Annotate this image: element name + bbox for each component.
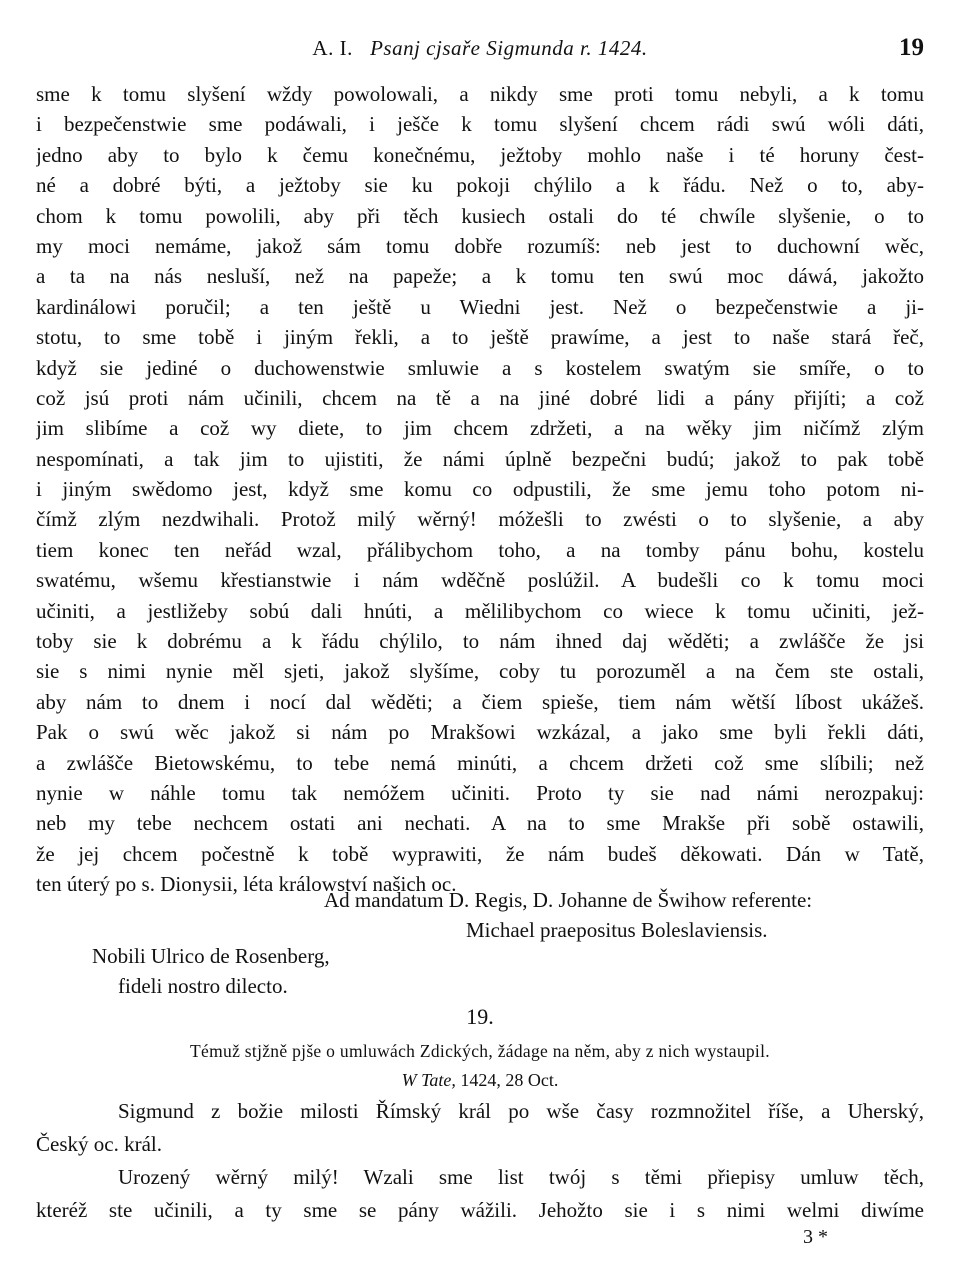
text-line: swatému, wšemu křestianstwie i nám wděčně poslúžil. A budešli co k tomu moci	[36, 568, 924, 593]
mandate-line: Ad mandatum D. Regis, D. Johanne de Šwihow referente:	[324, 888, 813, 912]
text-line: že jej chcem počestně k tobě wyprawiti, že nám budeš děkowati. Dán w Tatě,	[36, 841, 924, 866]
text-line: a zwlášče Bietowskému, to tebe nemá minúti, a chcem držeti což sme slíbili; než	[36, 750, 924, 775]
text-line: toby sie k dobrému a k řádu chýlilo, to nám ihned daj wěděti; a zwlášče že jsi	[36, 629, 924, 654]
text-line: né a dobré býti, a ježtoby sie ku pokoji chýlilo a k řádu. Než o to, aby-	[36, 173, 924, 198]
text-line: jedno aby to bylo k čemu konečnému, ježtoby mohlo naše i té horuny čest-	[36, 142, 924, 167]
text-line: neb my tebe nechcem ostati ani nechati. A na to sme Mrakše při sobě ostawili,	[36, 811, 924, 836]
text-line: což jsú proti nám učinili, chcem na tě a na jiné dobré lidi a pány přijíti; a což	[36, 385, 924, 410]
address-line: Nobili Ulrico de Rosenberg,	[92, 944, 330, 968]
signature-mark: 3 *	[803, 1226, 828, 1248]
text-line: kardinálowi poručil; a ten ještě u Wiedni jest. Než o bezpečenstwie a ji-	[36, 294, 924, 319]
letter-text	[36, 1095, 924, 1227]
text-line: Pak o swú wěc jakož si nám po Mrakšowi wzkázal, a jako sme byli řekli dáti,	[36, 720, 924, 745]
text-line: učiniti, a jestližeby sobú dali hnúti, a mělilibychom co wiece k tomu učiniti, jež-	[36, 598, 924, 623]
document-title: Témuž stjžně pjše o umluwách Zdických, žádage na něm, aby z nich wystaupil.	[190, 1041, 770, 1061]
text-line: i bezpečenstwie sme podáwali, i ješče k tomu slyšení chcem rádi swú wóli dáti,	[36, 112, 924, 137]
chapter-title: Psanj cjsaře Sigmunda r. 1424.	[370, 36, 648, 60]
running-head	[0, 36, 960, 60]
text-line: čímž zlým nezdwihali. Protož milý wěrný! móžešli to zwésti o to slyšenie, a aby	[36, 507, 924, 532]
body-text	[36, 79, 924, 900]
text-line: a ta na nás nesluší, než na papeže; a k tomu ten swú moc dáwá, jakožto	[36, 264, 924, 289]
text-line: sie s nimi nynie měl sjeti, jakož slyšíme, coby tu porozuměl a na čem ste ostali,	[36, 659, 924, 684]
document-date	[0, 1070, 960, 1091]
document-place: W Tate,	[401, 1070, 456, 1090]
text-line: stotu, to sme tobě i jiným řekli, a to ještě prawíme, a jest to naše stará řeč,	[36, 325, 924, 350]
page-number: 19	[899, 34, 924, 61]
text-line: chom k tomu powolili, aby při těch kusiech ostali do té chwíle slyšenie, o to	[36, 203, 924, 228]
letter-line: kteréž ste učinili, a ty sme se pány wážili. Jehožto sie i s nimi welmi diwíme	[36, 1198, 924, 1222]
document-number: 19.	[466, 1004, 494, 1029]
letter-line: Urozený wěrný milý! Wzali sme list twój s těmi přiepisy umluw těch,	[118, 1165, 924, 1189]
letter-line: Sigmund z božie milosti Římský král po wše časy rozmnožitel říše, a Uherský,	[118, 1099, 924, 1123]
text-line: když sie jediné o duchowenstwie smluwie a s kostelem swatým sie smíře, o to	[36, 355, 924, 380]
text-line: sme k tomu slyšení wždy powolowali, a nikdy sme proti tomu nebyli, a k tomu	[36, 82, 924, 106]
document-date-value: 1424, 28 Oct.	[460, 1070, 559, 1090]
section-label: A. I.	[312, 36, 353, 60]
text-line: nespomínati, a tak jim to ujistiti, že námi úplně bezpečni budú; jakož to pak tobě	[36, 446, 924, 471]
running-title	[0, 36, 960, 61]
address-line: fideli nostro dilecto.	[118, 974, 288, 998]
text-line: my moci nemáme, jakož sám tomu dobře rozumíš: neb jest to duchowní wěc,	[36, 233, 924, 258]
text-line: nynie w náhle tomu tak nemóžem učiniti. Proto ty sie nad námi nerozpakuj:	[36, 780, 924, 805]
text-line: ten úterý po s. Dionysii, léta králowství našich oc.	[36, 872, 457, 897]
text-line: i jiným swědomo jest, když sme komu co odpustili, že sme jemu toho potom ni-	[36, 477, 924, 502]
text-line: tiem konec ten neřád wzal, přálibychom toho, a na tomby pánu bohu, kostelu	[36, 537, 924, 562]
text-line: aby nám to dnem i nocí dal wěděti; a čiem spieše, tiem nám wětší líbost ukážeš.	[36, 689, 924, 714]
text-line: jim slibíme a což wy diete, to jim chcem zdržeti, a na wěky jim ničímž zlým	[36, 416, 924, 441]
letter-line: Český oc. král.	[36, 1132, 162, 1156]
referent-line: Michael praepositus Boleslaviensis.	[466, 918, 768, 942]
